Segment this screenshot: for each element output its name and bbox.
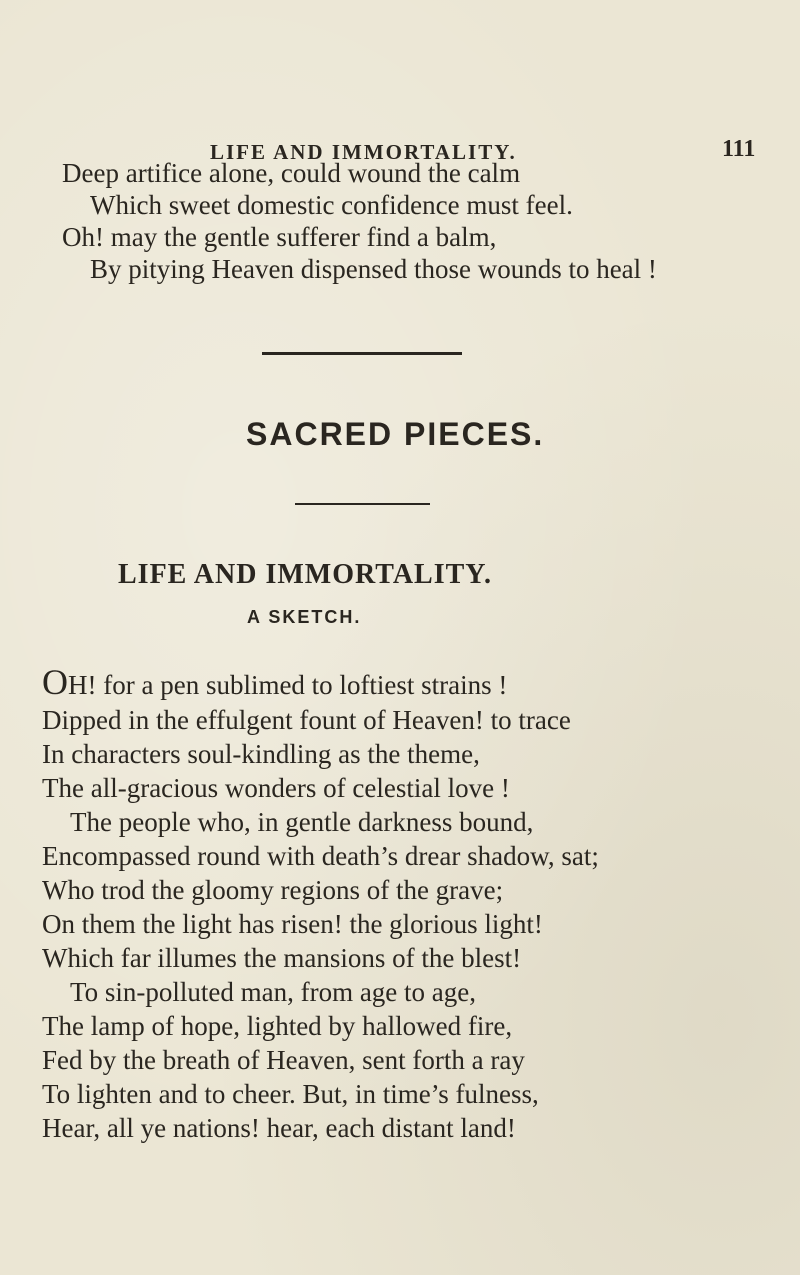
- section-title: SACRED PIECES.: [246, 416, 545, 452]
- poem-line-6: Encompassed round with death’s drear shadow, sat;: [42, 841, 599, 871]
- poem-line-7: Who trod the gloomy regions of the grave;: [42, 875, 504, 905]
- poem-line-5: The people who, in gentle darkness bound,: [70, 807, 534, 837]
- preceding-verse-line-3: Oh! may the gentle sufferer find a balm,: [62, 222, 497, 252]
- poem-line-10: To sin-polluted man, from age to age,: [70, 977, 477, 1007]
- poem-line-14: Hear, all ye nations! hear, each distant land!: [42, 1113, 516, 1143]
- preceding-verse-line-1: Deep artifice alone, could wound the calm: [62, 158, 521, 188]
- poem-line-8: On them the light has risen! the glorious light!: [42, 909, 543, 939]
- poem-line-9: Which far illumes the mansions of the blest!: [42, 943, 522, 973]
- section-rule-bottom: [295, 503, 430, 505]
- poem-line-3: In characters soul-kindling as the theme,: [42, 739, 480, 769]
- poem-line-12: Fed by the breath of Heaven, sent forth a ray: [42, 1045, 525, 1075]
- poem-line-4: The all-gracious wonders of celestial love !: [42, 773, 510, 803]
- running-head: LIFE AND IMMORTALITY.: [210, 140, 517, 164]
- poem-line-11: The lamp of hope, lighted by hallowed fire,: [42, 1011, 513, 1041]
- page-number: 111: [722, 136, 756, 162]
- poem-subtitle: A SKETCH.: [247, 607, 362, 627]
- poem-line-1-text: H! for a pen sublimed to loftiest strains !: [68, 670, 508, 700]
- section-rule-top: [262, 352, 462, 355]
- drop-capital: O: [42, 662, 68, 702]
- poem-line-1: [42, 664, 507, 700]
- poem-title: LIFE AND IMMORTALITY.: [118, 559, 492, 590]
- preceding-verse-line-4: By pitying Heaven dispensed those wounds to heal !: [90, 254, 657, 284]
- poem-line-2: Dipped in the effulgent fount of Heaven! to trace: [42, 705, 571, 735]
- preceding-verse-line-2: Which sweet domestic confidence must feel.: [90, 190, 573, 220]
- poem-line-13: To lighten and to cheer. But, in time’s fulness,: [42, 1079, 539, 1109]
